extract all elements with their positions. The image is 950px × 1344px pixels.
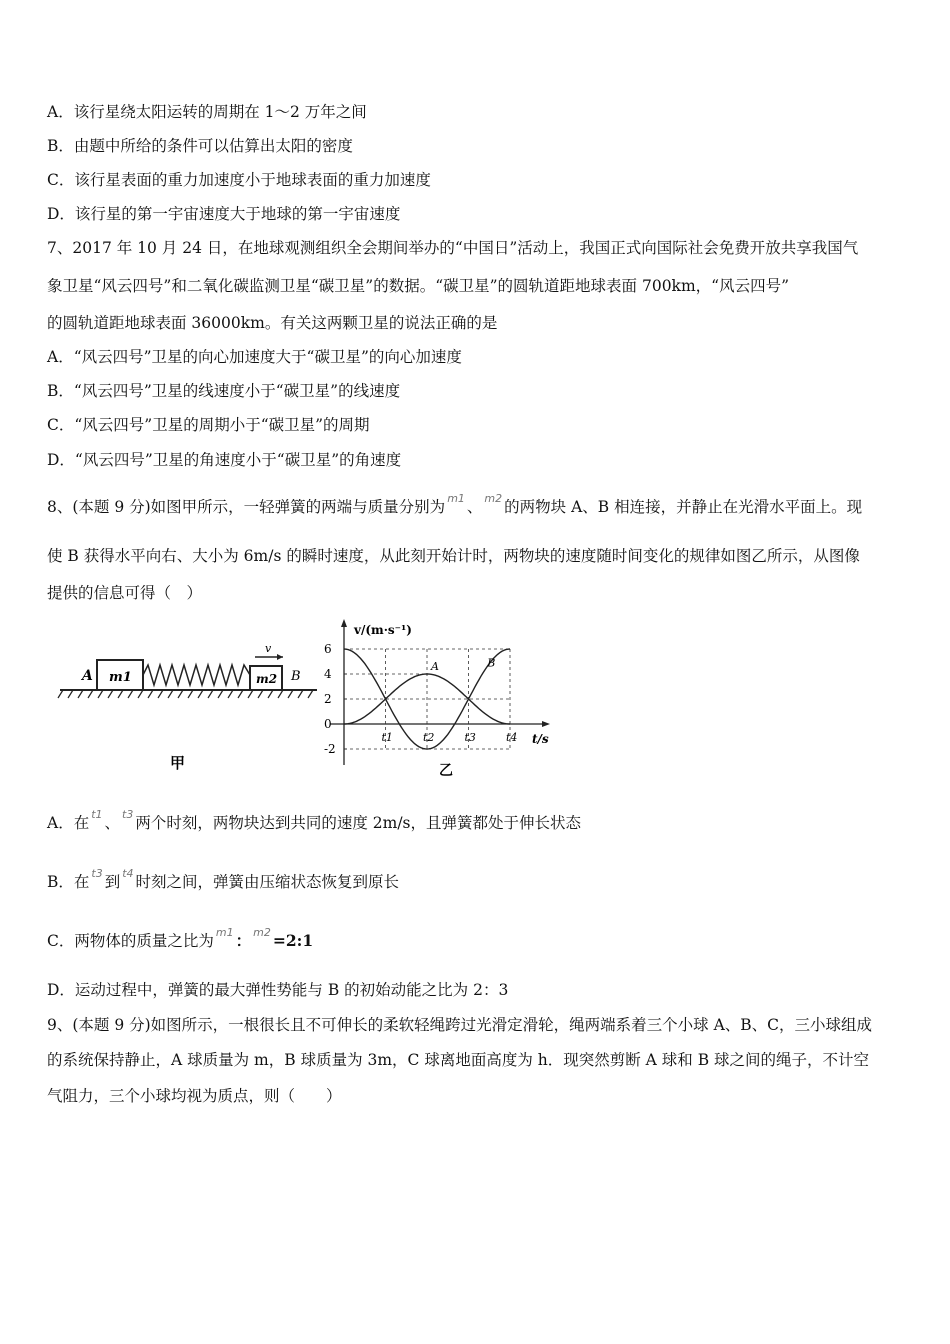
q8-option-b — [47, 867, 400, 894]
x-axis-label: t/s — [532, 732, 549, 746]
x-tick-label: t1 — [381, 731, 393, 744]
ratio-colon: ： — [235, 931, 252, 950]
symbol-m1: m1 — [447, 492, 465, 505]
velocity-arrowhead — [277, 654, 283, 660]
q7-option-c: C．“风云四号”卫星的周期小于“碳卫星”的周期 — [47, 416, 370, 434]
caption-yi: 乙 — [439, 763, 453, 779]
figure-yi-velocity-chart — [318, 615, 558, 780]
q6-option-a: A．该行星绕太阳运转的周期在 1～2 万年之间 — [47, 103, 367, 121]
y-tick-label: 6 — [324, 642, 332, 656]
label-m2: m2 — [256, 672, 278, 686]
y-tick-label: 4 — [324, 667, 332, 681]
label-v: v — [265, 642, 272, 655]
q8-stem-text-b: 的两物块 A、B 相连接，并静止在光滑水平面上。现 — [504, 498, 863, 516]
q6-option-c: C．该行星表面的重力加速度小于地球表面的重力加速度 — [47, 171, 431, 189]
symbol-t4: t4 — [122, 867, 134, 880]
q7-stem-line1: 7、2017 年 10 月 24 日，在地球观测组织全会期间举办的“中国日”活动上，我国正式向国际社会免费开放共享我国气 — [47, 239, 859, 257]
separator: 、 — [466, 498, 483, 516]
q8-option-a-prefix: A．在 — [47, 814, 90, 832]
symbol-t1: t1 — [91, 808, 103, 821]
x-tick-label: t4 — [506, 731, 518, 744]
q8-option-c-prefix: C．两物体的质量之比为 — [47, 932, 214, 950]
q8-option-b-mid: 到 — [104, 873, 121, 891]
y-tick-label: -2 — [324, 742, 336, 756]
q8-stem-line2: 使 B 获得水平向右、大小为 6m/s 的瞬时速度，从此刻开始计时，两物块的速度随时间变化的规律如图乙所示，从图像 — [47, 547, 860, 565]
q8-option-b-text: 时刻之间，弹簧由压缩状态恢复到原长 — [135, 873, 400, 891]
symbol-t3: t3 — [91, 867, 103, 880]
q9-stem-line1: 9、(本题 9 分)如图所示，一根很长且不可伸长的柔软轻绳跨过光滑定滑轮，绳两端系着三个小球 A、B、C，三小球组成 — [47, 1016, 873, 1034]
x-axis-arrowhead — [542, 721, 550, 727]
q9-stem-line3: 气阻力，三个小球均视为质点，则（ ） — [47, 1087, 342, 1105]
q8-option-a — [47, 808, 582, 835]
spring — [143, 665, 250, 685]
symbol-m2: m2 — [253, 926, 271, 939]
q7-option-a: A．“风云四号”卫星的向心加速度大于“碳卫星”的向心加速度 — [47, 348, 462, 366]
q7-option-d: D．“风云四号”卫星的角速度小于“碳卫星”的角速度 — [47, 451, 402, 469]
series-label-a: A — [431, 660, 439, 673]
label-m1: m1 — [109, 670, 132, 685]
q7-stem-line3: 的圆轨道距地球表面 36000km。有关这两颗卫星的说法正确的是 — [47, 314, 498, 332]
q8-stem-text-a: 8、(本题 9 分)如图甲所示，一轻弹簧的两端与质量分别为 — [47, 498, 446, 516]
y-axis-arrowhead — [341, 619, 347, 627]
q9-stem-line2: 的系统保持静止，A 球质量为 m，B 球质量为 3m，C 球离地面高度为 h．现突然剪断 A 球和 B 球之间的绳子，不计空 — [47, 1051, 870, 1069]
y-axis-label: v/(m·s⁻¹) — [354, 623, 412, 637]
q8-stem-line1 — [47, 492, 863, 519]
series-label-b: B — [487, 656, 496, 670]
q8-option-d: D．运动过程中，弹簧的最大弹性势能与 B 的初始动能之比为 2：3 — [47, 981, 509, 999]
y-tick-label: 2 — [324, 692, 332, 706]
y-tick-label: 0 — [324, 717, 332, 731]
q7-stem-line2: 象卫星“风云四号”和二氧化碳监测卫星“碳卫星”的数据。“碳卫星”的圆轨道距地球表面 700km，“风云四号” — [47, 277, 789, 295]
q8-option-a-text: 两个时刻，两物块达到共同的速度 2m/s，且弹簧都处于伸长状态 — [135, 814, 582, 832]
ground-hatching — [58, 690, 313, 698]
symbol-m1: m1 — [215, 926, 234, 939]
x-tick-label: t3 — [464, 731, 476, 744]
label-b: B — [291, 669, 301, 684]
separator: 、 — [104, 814, 121, 832]
q6-option-b: B．由题中所给的条件可以估算出太阳的密度 — [47, 137, 353, 155]
figure-jia-spring-blocks — [55, 630, 325, 780]
q6-option-d: D．该行星的第一宇宙速度大于地球的第一宇宙速度 — [47, 205, 401, 223]
symbol-t3: t3 — [122, 808, 134, 821]
q7-option-b: B．“风云四号”卫星的线速度小于“碳卫星”的线速度 — [47, 382, 401, 400]
q8-stem-line3: 提供的信息可得（ ） — [47, 584, 203, 602]
q8-option-b-prefix: B．在 — [47, 873, 90, 891]
label-a: A — [82, 668, 93, 684]
symbol-m2: m2 — [484, 492, 503, 505]
x-tick-label: t2 — [423, 731, 435, 744]
q8-option-c — [47, 926, 314, 953]
q8-option-c-text: =2:1 — [272, 931, 314, 950]
caption-jia: 甲 — [170, 754, 186, 772]
